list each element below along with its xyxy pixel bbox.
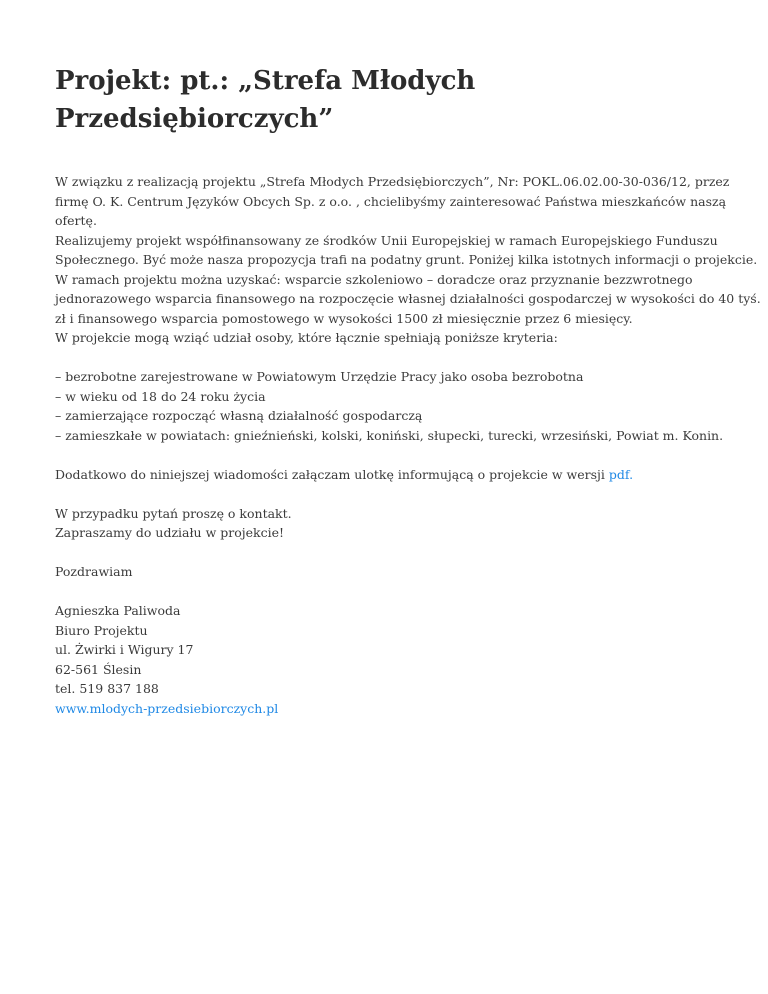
signature-office: Biuro Projektu bbox=[55, 622, 148, 638]
criteria-item: – bezrobotne zarejestrowane w Powiatowym Urzędzie Pracy jako osoba bezrobotna bbox=[55, 369, 584, 384]
intro-line: zł i finansowego wsparcia pomostowego w wysokości 1500 zł miesięcznie przez 6 miesięcy. bbox=[55, 310, 633, 326]
intro-line: jednorazowego wsparcia finansowego na rozpoczęcie własnej działalności gospodarczej w wysokości do 40 tyś. bbox=[55, 291, 761, 306]
article-body bbox=[55, 172, 761, 718]
signature-name: Agnieszka Paliwoda bbox=[55, 603, 181, 618]
website-link[interactable]: www.mlodych-przedsiebiorczych.pl bbox=[55, 700, 279, 716]
contact-line: Zapraszamy do udziału w projekcie! bbox=[55, 525, 285, 540]
criteria-item: – w wieku od 18 do 24 roku życia bbox=[55, 388, 266, 404]
intro-line: Realizujemy projekt współfinansowany ze środków Unii Europejskiej w ramach Europejskiego Funduszu bbox=[55, 232, 718, 248]
intro-line: W związku z realizacją projektu „Strefa Młodych Przedsiębiorczych”, Nr: POKL.06.02.00-30-036/12, przez bbox=[55, 174, 730, 189]
greeting-paragraph bbox=[55, 562, 713, 582]
criteria-list bbox=[55, 367, 724, 445]
intro-line: Społecznego. Być może nasza propozycja trafi na podatny grunt. Poniżej kilka istotnych informacji o projekcie. bbox=[55, 252, 758, 267]
greeting: Pozdrawiam bbox=[55, 564, 133, 579]
signature-city: 62-561 Ślesin bbox=[55, 661, 142, 677]
contact-line: W przypadku pytań proszę o kontakt. bbox=[55, 505, 292, 521]
intro-line: W ramach projektu można uzyskać: wsparcie szkoleniowo – doradcze oraz przyznanie bezzwrotnego bbox=[55, 271, 693, 287]
contact-paragraph bbox=[55, 504, 713, 543]
pdf-link[interactable]: pdf. bbox=[608, 466, 634, 482]
signature-block bbox=[55, 601, 713, 718]
intro-line: ofertę. bbox=[55, 213, 97, 228]
signature-street: ul. Żwirki i Wigury 17 bbox=[55, 642, 194, 657]
attachment-text: Dodatkowo do niniejszej wiadomości załączam ulotkę informującą o projekcie w wersji bbox=[55, 466, 609, 482]
intro-paragraph bbox=[55, 172, 761, 348]
criteria-item: – zamierzające rozpocząć własną działalność gospodarczą bbox=[55, 408, 423, 423]
criteria-item: – zamieszkałe w powiatach: gnieźnieński, kolski, koniński, słupecki, turecki, wrzesiński, Powiat m. Konin. bbox=[55, 427, 724, 443]
intro-line: W projekcie mogą wziąć udział osoby, które łącznie spełniają poniższe kryteria: bbox=[55, 330, 558, 345]
attachment-paragraph bbox=[55, 465, 713, 485]
signature-phone: tel. 519 837 188 bbox=[55, 681, 159, 696]
signature-website-line bbox=[55, 699, 713, 719]
intro-line: firmę O. K. Centrum Języków Obcych Sp. z o.o. , chcielibyśmy zainteresować Państwa mieszkańców naszą bbox=[55, 193, 727, 209]
page-title: Projekt: pt.: „Strefa Młodych Przedsiębiorczych” bbox=[55, 66, 476, 134]
attachment-line bbox=[55, 465, 713, 485]
